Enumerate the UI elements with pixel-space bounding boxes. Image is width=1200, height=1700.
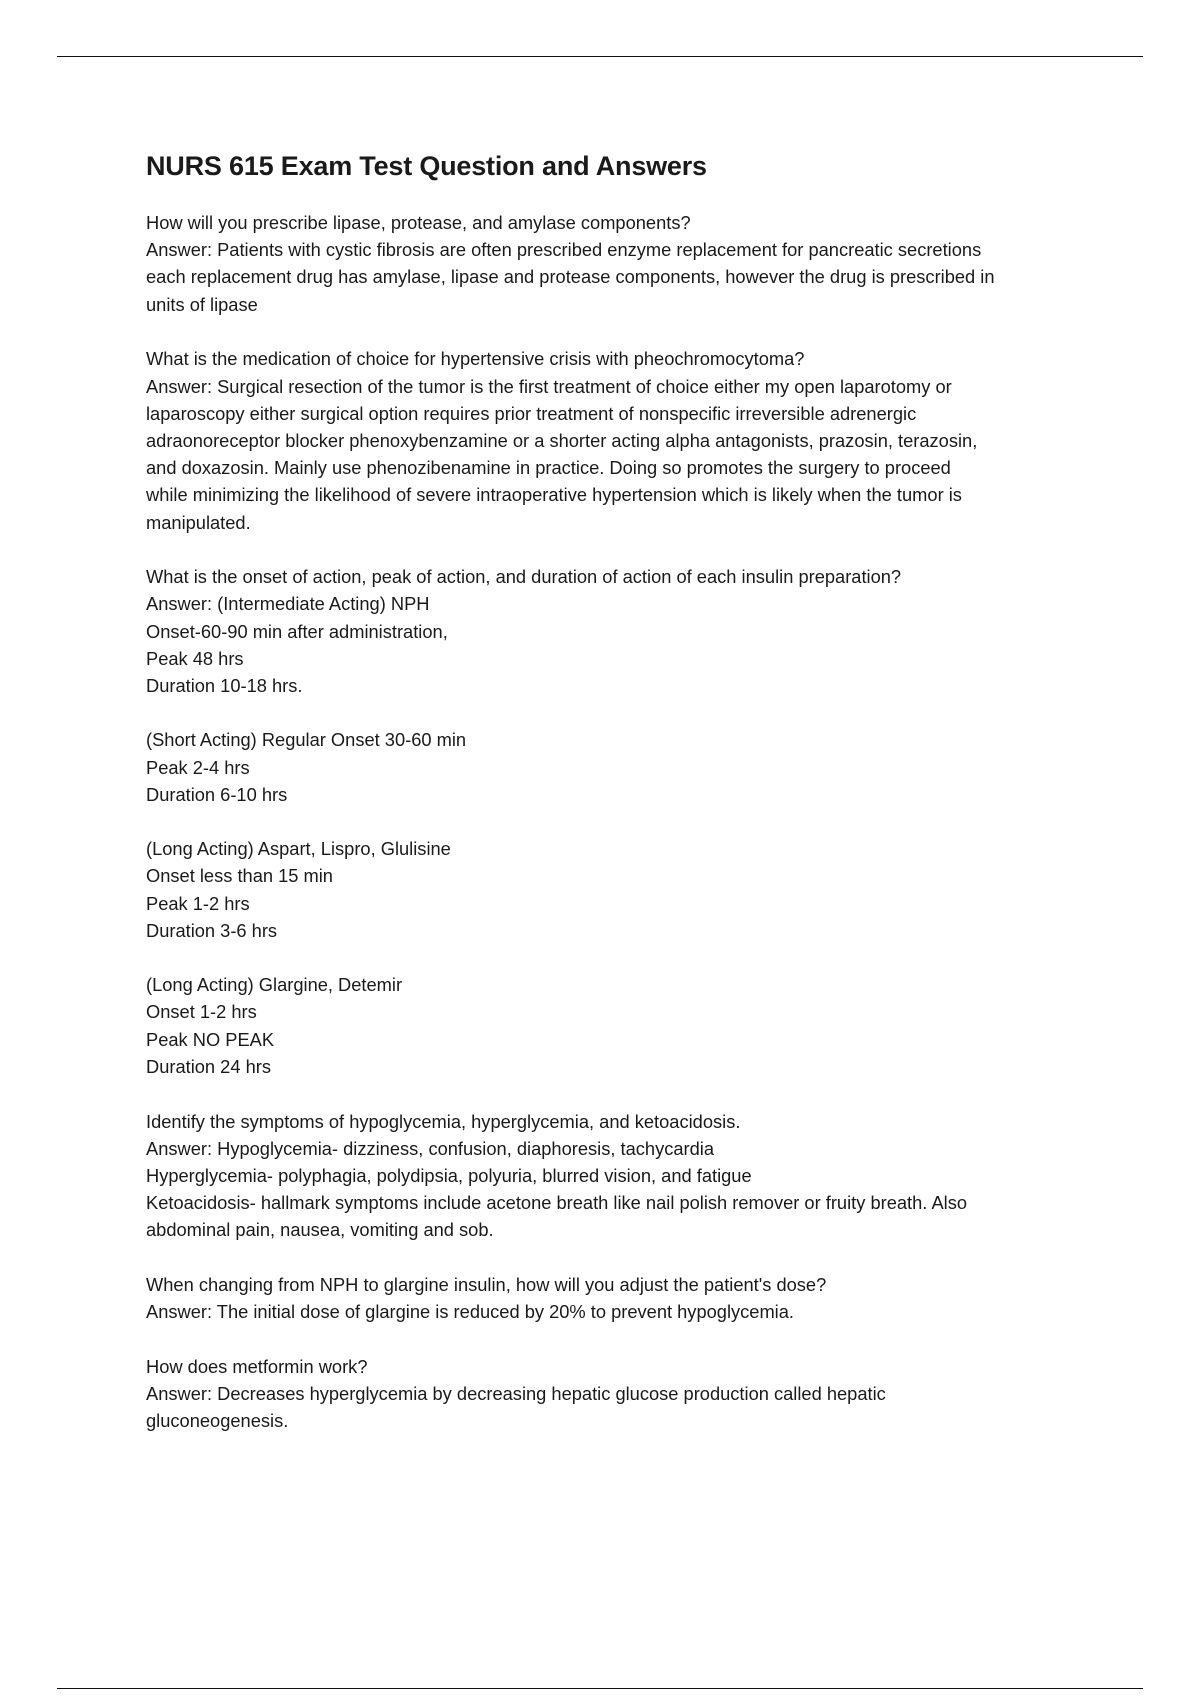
- answer-line: Hyperglycemia- polyphagia, polydipsia, polyuria, blurred vision, and fatigue: [146, 1164, 752, 1186]
- answer-line: Duration 6-10 hrs: [146, 783, 288, 805]
- paragraph-gap: [146, 699, 1096, 726]
- answer-line: Onset-60-90 min after administration,: [146, 620, 448, 642]
- answer-line: while minimizing the likelihood of severe intraoperative hypertension which is likely when the tumor is: [146, 484, 962, 506]
- answer-line: manipulated.: [146, 511, 251, 533]
- answer-line: Answer: Hypoglycemia- dizziness, confusion, diaphoresis, tachycardia: [146, 1137, 714, 1159]
- question-line: How does metformin work?: [146, 1355, 368, 1377]
- question-line: How will you prescribe lipase, protease, and amylase components?: [146, 212, 691, 233]
- answer-line: Answer: The initial dose of glargine is reduced by 20% to prevent hypoglycemia.: [146, 1301, 794, 1323]
- question-line: Identify the symptoms of hypoglycemia, hyperglycemia, and ketoacidosis.: [146, 1110, 741, 1132]
- answer-line: units of lipase: [146, 293, 258, 315]
- qa-list: [146, 209, 1096, 1435]
- qa-block: [146, 1271, 1096, 1325]
- answer-line: adraonoreceptor blocker phenoxybenzamine or a shorter acting alpha antagonists, prazosin, terazosin,: [146, 429, 978, 451]
- answer-line: Answer: Surgical resection of the tumor is the first treatment of choice either my open laparotomy or: [146, 375, 952, 397]
- answer-line: (Short Acting) Regular Onset 30-60 min: [146, 729, 467, 751]
- qa-block: [146, 209, 1096, 318]
- question-line: When changing from NPH to glargine insulin, how will you adjust the patient's dose?: [146, 1274, 827, 1296]
- top-rule: [57, 56, 1143, 57]
- answer-line: and doxazosin. Mainly use phenozibenamine in practice. Doing so promotes the surgery to proceed: [146, 457, 951, 479]
- answer-line: laparoscopy either surgical option requires prior treatment of nonspecific irreversible adrenergic: [146, 402, 917, 424]
- paragraph-gap: [146, 944, 1096, 971]
- answer-line: Duration 10-18 hrs.: [146, 675, 303, 697]
- qa-block: [146, 345, 1096, 535]
- answer-line: abdominal pain, nausea, vomiting and sob.: [146, 1219, 494, 1241]
- answer-line: Answer: Decreases hyperglycemia by decreasing hepatic glucose production called hepatic: [146, 1383, 886, 1405]
- answer-line: Duration 24 hrs: [146, 1055, 271, 1077]
- answer-line: Answer: Patients with cystic fibrosis are often prescribed enzyme replacement for pancreatic secretions: [146, 239, 982, 261]
- question-line: What is the medication of choice for hypertensive crisis with pheochromocytoma?: [146, 348, 805, 370]
- document-body: [146, 146, 1096, 1462]
- answer-line: Peak 1-2 hrs: [146, 892, 250, 914]
- answer-line: Peak NO PEAK: [146, 1028, 275, 1050]
- bottom-rule: [57, 1688, 1143, 1689]
- page-title: NURS 615 Exam Test Question and Answers: [146, 151, 707, 181]
- answer-line: each replacement drug has amylase, lipase and protease components, however the drug is prescribed in: [146, 266, 995, 288]
- answer-line: Answer: (Intermediate Acting) NPH: [146, 593, 430, 615]
- answer-line: Onset 1-2 hrs: [146, 1001, 257, 1023]
- answer-line: Onset less than 15 min: [146, 865, 333, 887]
- qa-block: [146, 1353, 1096, 1435]
- qa-block: [146, 563, 1096, 1080]
- answer-line: Peak 2-4 hrs: [146, 756, 250, 778]
- answer-line: Duration 3-6 hrs: [146, 919, 278, 941]
- answer-line: Peak 48 hrs: [146, 647, 244, 669]
- qa-block: [146, 1108, 1096, 1244]
- answer-line: gluconeogenesis.: [146, 1410, 289, 1432]
- answer-line: Ketoacidosis- hallmark symptoms include acetone breath like nail polish remover or fruity breath. Also: [146, 1192, 968, 1214]
- answer-line: (Long Acting) Glargine, Detemir: [146, 974, 403, 996]
- answer-line: (Long Acting) Aspart, Lispro, Glulisine: [146, 838, 451, 860]
- paragraph-gap: [146, 808, 1096, 835]
- question-line: What is the onset of action, peak of action, and duration of action of each insulin preparation?: [146, 566, 902, 588]
